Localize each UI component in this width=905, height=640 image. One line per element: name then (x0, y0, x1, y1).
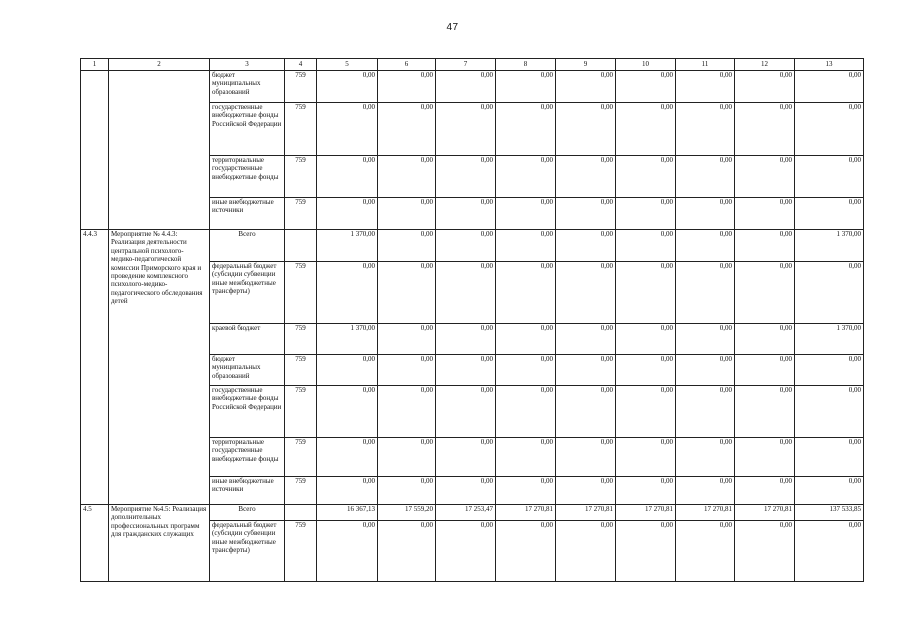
value-cell: 0,00 (735, 262, 795, 324)
value-cell: 0,00 (616, 230, 676, 262)
value-cell: 0,00 (378, 230, 436, 262)
value-cell: 0,00 (735, 355, 795, 386)
value-cell: 0,00 (436, 198, 496, 230)
funding-source-cell: государственные внебюджетные фонды Российской Федерации (210, 103, 285, 156)
value-cell: 0,00 (496, 230, 556, 262)
value-cell: 17 253,47 (436, 505, 496, 521)
funding-source-cell: бюджет муниципальных образований (210, 71, 285, 103)
value-cell: 0,00 (317, 103, 378, 156)
value-cell: 17 270,81 (735, 505, 795, 521)
page-number: 47 (446, 22, 459, 33)
value-cell: 0,00 (317, 262, 378, 324)
value-cell: 0,00 (556, 521, 616, 582)
value-cell: 0,00 (378, 438, 436, 477)
value-cell: 0,00 (556, 386, 616, 438)
value-cell: 0,00 (735, 71, 795, 103)
grbs-code-cell: 759 (285, 198, 317, 230)
header-cell: 8 (496, 59, 556, 71)
header-cell: 9 (556, 59, 616, 71)
value-cell: 0,00 (496, 355, 556, 386)
value-cell: 1 370,00 (317, 230, 378, 262)
value-cell: 0,00 (795, 198, 864, 230)
value-cell: 0,00 (317, 71, 378, 103)
table-row (81, 230, 864, 262)
value-cell: 0,00 (556, 156, 616, 198)
grbs-code-cell: 759 (285, 262, 317, 324)
value-cell: 0,00 (676, 262, 735, 324)
value-cell: 0,00 (378, 477, 436, 505)
value-cell: 0,00 (436, 262, 496, 324)
value-cell: 0,00 (378, 355, 436, 386)
value-cell: 0,00 (676, 324, 735, 355)
value-cell: 0,00 (556, 230, 616, 262)
value-cell: 0,00 (735, 438, 795, 477)
funding-source-cell: территориальные государственные внебюджетные фонды (210, 156, 285, 198)
item-number-cell: 4.5 (81, 505, 109, 582)
grbs-code-cell: 759 (285, 386, 317, 438)
header-cell: 13 (795, 59, 864, 71)
value-cell: 0,00 (496, 521, 556, 582)
value-cell: 0,00 (676, 103, 735, 156)
grbs-code-cell (285, 505, 317, 521)
grbs-code-cell: 759 (285, 521, 317, 582)
value-cell: 0,00 (795, 103, 864, 156)
value-cell: 0,00 (378, 103, 436, 156)
value-cell: 0,00 (556, 355, 616, 386)
value-cell: 17 559,20 (378, 505, 436, 521)
grbs-code-cell: 759 (285, 103, 317, 156)
value-cell: 0,00 (378, 324, 436, 355)
value-cell: 0,00 (556, 262, 616, 324)
funding-source-cell: бюджет муниципальных образований (210, 355, 285, 386)
funding-source-cell: иные внебюджетные источники (210, 477, 285, 505)
value-cell: 17 270,81 (616, 505, 676, 521)
value-cell: 0,00 (556, 103, 616, 156)
value-cell: 0,00 (436, 103, 496, 156)
table-row (81, 71, 864, 103)
funding-source-cell: иные внебюджетные источники (210, 198, 285, 230)
value-cell: 0,00 (496, 386, 556, 438)
value-cell: 0,00 (436, 324, 496, 355)
value-cell: 0,00 (317, 386, 378, 438)
funding-source-cell: Всего (210, 505, 285, 521)
grbs-code-cell: 759 (285, 324, 317, 355)
value-cell: 0,00 (496, 103, 556, 156)
value-cell: 0,00 (556, 477, 616, 505)
grbs-code-cell: 759 (285, 355, 317, 386)
item-number-cell: 4.4.3 (81, 230, 109, 505)
value-cell: 1 370,00 (317, 324, 378, 355)
header-cell: 1 (81, 59, 109, 71)
value-cell: 0,00 (795, 355, 864, 386)
funding-source-cell: федеральный бюджет (субсидии субвенции иные межбюджетные трансферты) (210, 262, 285, 324)
value-cell: 0,00 (496, 324, 556, 355)
value-cell: 0,00 (735, 521, 795, 582)
table-row (81, 505, 864, 521)
value-cell: 17 270,81 (676, 505, 735, 521)
value-cell: 0,00 (616, 521, 676, 582)
value-cell: 0,00 (795, 438, 864, 477)
value-cell: 0,00 (735, 324, 795, 355)
header-cell: 11 (676, 59, 735, 71)
value-cell: 0,00 (676, 156, 735, 198)
value-cell: 0,00 (616, 262, 676, 324)
header-cell: 10 (616, 59, 676, 71)
value-cell: 0,00 (616, 71, 676, 103)
value-cell: 0,00 (317, 355, 378, 386)
value-cell: 0,00 (616, 355, 676, 386)
value-cell: 0,00 (676, 521, 735, 582)
value-cell: 0,00 (378, 156, 436, 198)
header-cell: 4 (285, 59, 317, 71)
header-cell: 7 (436, 59, 496, 71)
value-cell: 0,00 (795, 386, 864, 438)
value-cell: 0,00 (436, 386, 496, 438)
item-number-cell (81, 71, 109, 230)
value-cell: 0,00 (556, 324, 616, 355)
value-cell: 0,00 (378, 198, 436, 230)
funding-source-cell: Всего (210, 230, 285, 262)
grbs-code-cell: 759 (285, 71, 317, 103)
value-cell: 0,00 (556, 438, 616, 477)
value-cell: 0,00 (436, 521, 496, 582)
value-cell: 0,00 (378, 386, 436, 438)
header-row (81, 59, 864, 71)
value-cell: 0,00 (616, 198, 676, 230)
grbs-code-cell: 759 (285, 438, 317, 477)
header-cell: 2 (109, 59, 210, 71)
value-cell: 0,00 (616, 324, 676, 355)
value-cell: 0,00 (496, 71, 556, 103)
value-cell: 0,00 (676, 230, 735, 262)
value-cell: 0,00 (676, 71, 735, 103)
value-cell: 0,00 (616, 386, 676, 438)
value-cell: 0,00 (616, 438, 676, 477)
funding-source-cell: краевой бюджет (210, 324, 285, 355)
value-cell: 0,00 (436, 477, 496, 505)
value-cell: 0,00 (436, 71, 496, 103)
value-cell: 0,00 (735, 477, 795, 505)
value-cell: 0,00 (795, 477, 864, 505)
value-cell: 0,00 (317, 521, 378, 582)
value-cell: 0,00 (735, 386, 795, 438)
item-name-cell: Мероприятие № 4.4.3: Реализация деятельности центральной психолого-медико-педагогической комиссии Приморского края и проведение комплексного психолого-медико-педагогического обследования детей (109, 230, 210, 505)
value-cell: 0,00 (735, 230, 795, 262)
value-cell: 0,00 (378, 262, 436, 324)
item-name-cell: Мероприятие №4.5: Реализация дополнительных профессиональных программ для гражданских служащих (109, 505, 210, 582)
grbs-code-cell: 759 (285, 156, 317, 198)
value-cell: 0,00 (378, 71, 436, 103)
grbs-code-cell (285, 230, 317, 262)
grbs-code-cell: 759 (285, 477, 317, 505)
value-cell: 0,00 (496, 198, 556, 230)
value-cell: 0,00 (616, 156, 676, 198)
value-cell: 0,00 (795, 262, 864, 324)
value-cell: 16 367,13 (317, 505, 378, 521)
value-cell: 0,00 (378, 521, 436, 582)
item-name-cell (109, 71, 210, 230)
value-cell: 17 270,81 (556, 505, 616, 521)
value-cell: 0,00 (436, 355, 496, 386)
value-cell: 0,00 (795, 521, 864, 582)
value-cell: 0,00 (795, 71, 864, 103)
value-cell: 0,00 (496, 262, 556, 324)
value-cell: 0,00 (317, 438, 378, 477)
value-cell: 137 533,85 (795, 505, 864, 521)
value-cell: 0,00 (556, 198, 616, 230)
value-cell: 0,00 (496, 156, 556, 198)
value-cell: 1 370,00 (795, 324, 864, 355)
value-cell: 0,00 (676, 198, 735, 230)
value-cell: 0,00 (556, 71, 616, 103)
value-cell: 17 270,81 (496, 505, 556, 521)
funding-source-cell: государственные внебюджетные фонды Российской Федерации (210, 386, 285, 438)
budget-table (80, 58, 864, 582)
value-cell: 0,00 (676, 438, 735, 477)
value-cell: 0,00 (735, 198, 795, 230)
value-cell: 0,00 (735, 103, 795, 156)
header-cell: 5 (317, 59, 378, 71)
value-cell: 1 370,00 (795, 230, 864, 262)
header-cell: 3 (210, 59, 285, 71)
value-cell: 0,00 (436, 156, 496, 198)
value-cell: 0,00 (735, 156, 795, 198)
header-cell: 12 (735, 59, 795, 71)
value-cell: 0,00 (436, 230, 496, 262)
funding-source-cell: федеральный бюджет (субсидии субвенции иные межбюджетные трансферты) (210, 521, 285, 582)
value-cell: 0,00 (616, 103, 676, 156)
value-cell: 0,00 (436, 438, 496, 477)
value-cell: 0,00 (317, 477, 378, 505)
header-cell: 6 (378, 59, 436, 71)
value-cell: 0,00 (496, 438, 556, 477)
funding-source-cell: территориальные государственные внебюджетные фонды (210, 438, 285, 477)
value-cell: 0,00 (616, 477, 676, 505)
value-cell: 0,00 (795, 156, 864, 198)
value-cell: 0,00 (317, 156, 378, 198)
value-cell: 0,00 (496, 477, 556, 505)
value-cell: 0,00 (676, 477, 735, 505)
value-cell: 0,00 (317, 198, 378, 230)
value-cell: 0,00 (676, 386, 735, 438)
value-cell: 0,00 (676, 355, 735, 386)
